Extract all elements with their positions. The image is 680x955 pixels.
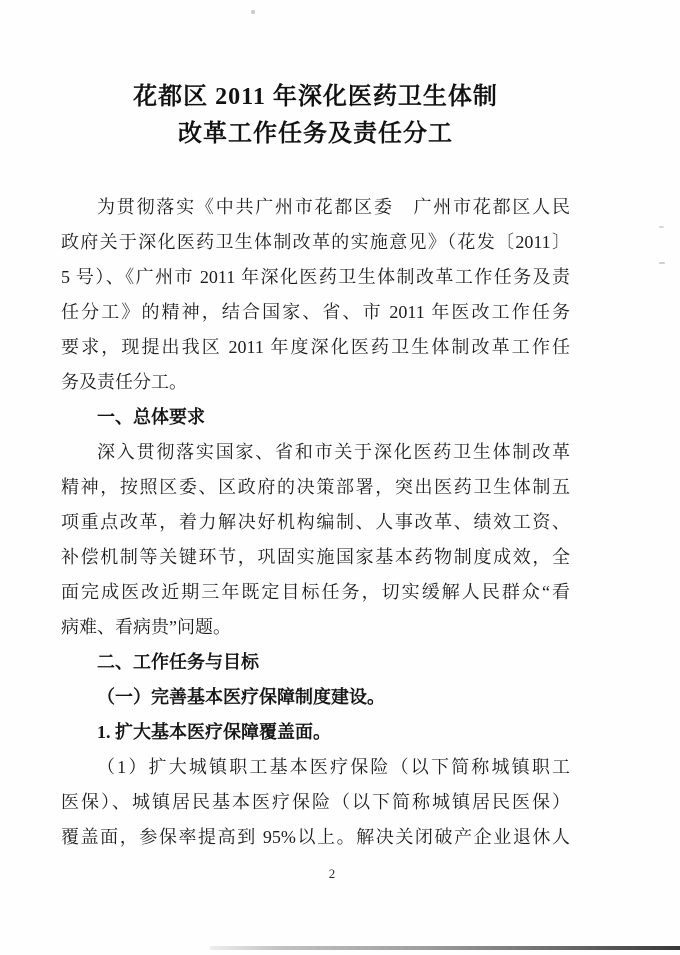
scan-speck xyxy=(251,10,255,14)
body-line: 项重点改革，着力解决好机构编制、人事改革、绩效工资、 xyxy=(61,512,570,532)
body-line: 精神，按照区委、区政府的决策部署，突出医药卫生体制五 xyxy=(61,477,570,497)
body-line: 补偿机制等关键环节，巩固实施国家基本药物制度成效，全 xyxy=(61,547,570,567)
body-line: （1）扩大城镇职工基本医疗保险（以下简称城镇职工 xyxy=(97,757,570,777)
body-line: 5 号）、《广州市 2011 年深化医药卫生体制改革工作任务及责 xyxy=(61,267,570,287)
body-line: 为贯彻落实《中共广州市花都区委 广州市花都区人民 xyxy=(97,197,570,217)
scan-speck xyxy=(659,226,664,228)
document-title xyxy=(61,79,570,153)
body-line: 病难、看病贵”问题。 xyxy=(61,617,231,637)
body-line: 医保）、城镇居民基本医疗保险（以下简称城镇居民医保） xyxy=(61,792,570,812)
scan-speck xyxy=(659,262,665,264)
page-number: 2 xyxy=(328,866,336,881)
document-body xyxy=(61,190,570,855)
body-line: 政府关于深化医药卫生体制改革的实施意见》（花发〔2011〕 xyxy=(61,232,570,252)
body-line: 覆盖面，参保率提高到 95%以上。解决关闭破产企业退休人 xyxy=(61,827,570,847)
section-heading-1: 一、总体要求 xyxy=(97,407,205,427)
body-line: 面完成医改近期三年既定目标任务，切实缓解人民群众“看 xyxy=(61,582,570,602)
body-line: 深入贯彻落实国家、省和市关于深化医药卫生体制改革 xyxy=(97,442,570,462)
body-line: 务及责任分工。 xyxy=(61,372,187,392)
document-title-line-2: 改革工作任务及责任分工 xyxy=(178,121,453,147)
item-heading: 1. 扩大基本医疗保障覆盖面。 xyxy=(97,722,331,742)
subsection-heading: （一）完善基本医疗保障制度建设。 xyxy=(97,687,385,707)
scan-artifact-line xyxy=(210,946,680,950)
document-title-line-1: 花都区 2011 年深化医药卫生体制 xyxy=(133,84,498,110)
section-heading-2: 二、工作任务与目标 xyxy=(97,652,259,672)
body-line: 要求，现提出我区 2011 年度深化医药卫生体制改革工作任 xyxy=(61,337,570,357)
body-line: 任分工》的精神，结合国家、省、市 2011 年医改工作任务 xyxy=(61,302,570,322)
